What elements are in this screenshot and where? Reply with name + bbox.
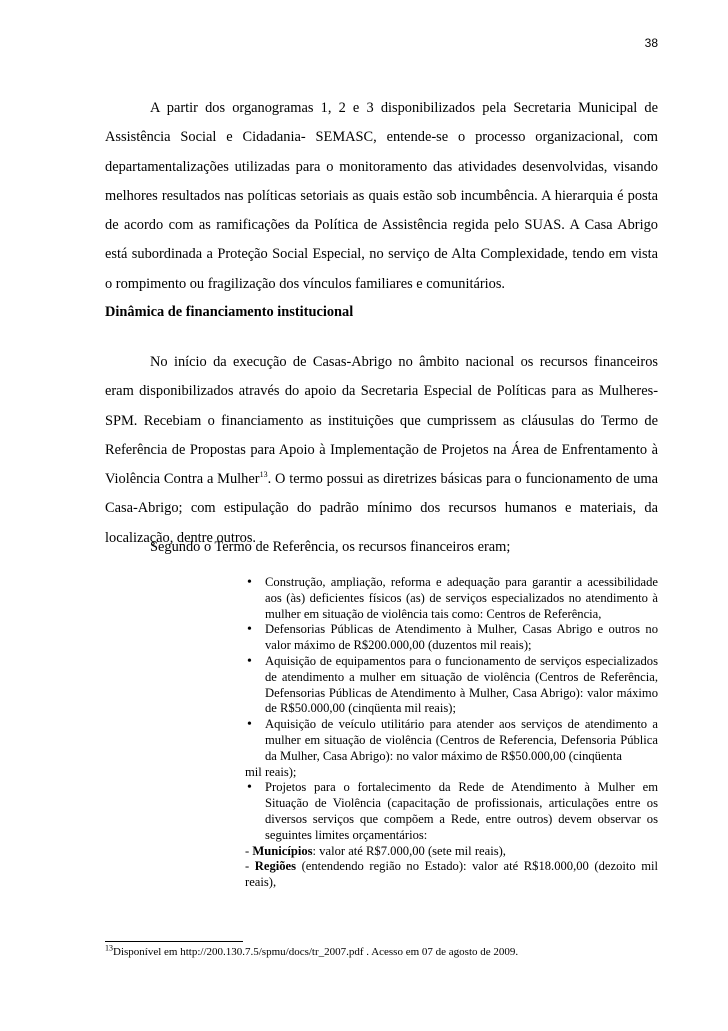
paragraph-financing-text-a: No início da execução de Casas-Abrigo no âmbito nacional os recursos financeiros eram disponibilizados através do apoio da Secretaria Especial de Políticas para as Mulheres-SPM. Recebiam o financiamento as instituições que cumprissem as cláusulas do Termo de Referência de Propostas para Apoio à Implementação de Projetos na Área de Enfrentamento à Violência Contra a Mulher — [105, 354, 658, 488]
footnote-marker: 13 — [105, 943, 113, 953]
limit-text: : valor até R$7.000,00 (sete mil reais), — [312, 843, 506, 858]
resources-quote — [245, 575, 658, 891]
list-item: • Defensorias Públicas de Atendimento à Mulher, Casas Abrigo e outros no valor máximo de R$200.000,00 (duzentos mil reais); — [245, 622, 658, 654]
list-item: • Aquisição de veículo utilitário para atender aos serviços de atendimento a mulher em situação de violência (Centros de Referencia, Defensoria Pública da Mulher, Casa Abrigo): no valor máximo de R$50.000,00 (cinqüenta — [245, 717, 658, 764]
limit-municipios — [245, 844, 658, 860]
list-item: • Construção, ampliação, reforma e adequação para garantir a acessibilidade aos (às) deficientes físicos (as) de serviços especializados no atendimento à mulher em situação de violência tais como: Centros de Referência, — [245, 575, 658, 622]
dash-prefix: - — [245, 843, 253, 858]
section-heading: Dinâmica de financiamento institucional — [105, 304, 354, 320]
dash-prefix: - — [245, 859, 255, 874]
list-item-continuation: mil reais); — [245, 764, 297, 779]
limit-label: Municípios — [252, 843, 313, 858]
paragraph-term-intro: Segundo o Termo de Referência, os recursos financeiros eram; — [150, 539, 511, 555]
list-item: • Projetos para o fortalecimento da Rede de Atendimento à Mulher em Situação de Violência (capacitação de profissionais, articulações entre os diversos serviços que compõem a Rede, entre outros) devem observar os seguintes limites orçamentários: — [245, 780, 658, 843]
list-item: • Aquisição de equipamentos para o funcionamento de serviços especializados de atendimento a mulher em situação de violência (Centros de Referência, Defensorias Públicas de Atendimento à Mulher, Casa Abrigo): valor máximo de R$50.000,00 (cinqüenta mil reais); — [245, 654, 658, 717]
paragraph-financing — [105, 348, 658, 553]
footnote-divider — [105, 941, 243, 942]
footnote-text: Disponível em http://200.130.7.5/spmu/docs/tr_2007.pdf . Acesso em 07 de agosto de 2009. — [113, 946, 519, 958]
footnote-reference: 13 — [259, 470, 268, 480]
page-number: 38 — [644, 36, 658, 50]
limit-text: (entendendo região no Estado): valor até R$18.000,00 (dezoito mil reais), — [245, 859, 659, 890]
limit-label: Regiões — [254, 859, 297, 874]
paragraph-organograms: A partir dos organogramas 1, 2 e 3 disponibilizados pela Secretaria Municipal de Assistência Social e Cidadania- SEMASC, entende-se o processo organizacional, com departamentalizações utilizadas para o monitoramento das atividades desenvolvidas, visando melhores resultados nas políticas setoriais as quais estão sob incumbência. A hierarquia é posta de acordo com as ramificações da Política de Assistência regida pelo SUAS. A Casa Abrigo está subordinada a Proteção Social Especial, no serviço de Alta Complexidade, tendo em vista o rompimento ou fragilização dos vínculos familiares e comunitários. — [105, 100, 658, 292]
limit-regioes — [245, 859, 658, 891]
footnote — [105, 943, 519, 959]
paragraph-financing-text-b: . O termo possui as diretrizes básicas para o funcionamento de uma Casa-Abrigo; com estipulação do padrão mínimo dos recursos humanos e materiais, da localização, dentre outros. — [105, 471, 658, 546]
